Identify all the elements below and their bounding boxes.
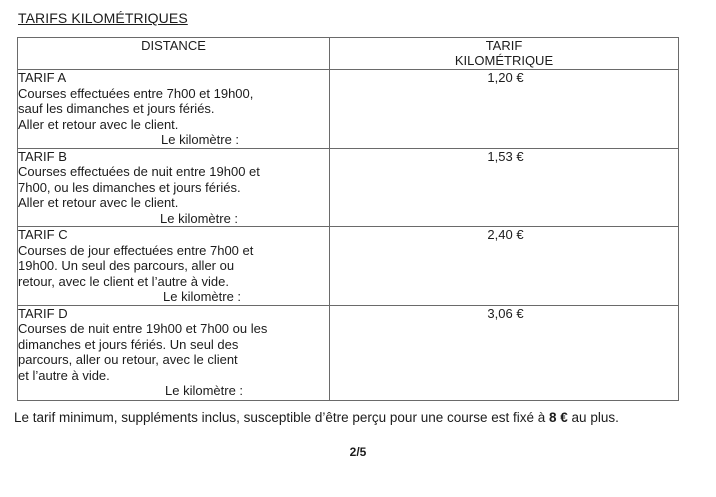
tarif-price: 3,06 €	[487, 305, 524, 321]
table-row	[18, 70, 679, 149]
per-km-label: Le kilomètre :	[161, 132, 240, 147]
tarif-description	[18, 305, 330, 400]
table-row	[18, 148, 679, 227]
tarif-line: Courses de nuit entre 19h00 et 7h00 ou les	[18, 321, 268, 336]
tarif-line: sauf les dimanches et jours fériés.	[18, 101, 215, 116]
tarif-line: retour, avec le client et l’autre à vide.	[18, 273, 230, 289]
tarif-line: 7h00, ou les dimanches et jours fériés.	[18, 179, 241, 195]
tarif-line: Aller et retour avec le client.	[18, 116, 179, 132]
tarif-line: Aller et retour avec le client.	[18, 195, 179, 210]
header-distance: DISTANCE	[18, 38, 330, 70]
tarif-name: TARIF C	[18, 227, 68, 242]
tarif-name: TARIF D	[18, 305, 68, 321]
tarif-line: parcours, aller ou retour, avec le client	[18, 352, 238, 367]
tarif-price-cell	[330, 305, 679, 400]
minimum-fare-amount: 8 €	[549, 410, 568, 425]
tarif-description	[18, 70, 330, 149]
tarif-line: et l’autre à vide.	[18, 367, 110, 383]
per-km-label: Le kilomètre :	[165, 383, 244, 398]
tarif-price: 1,53 €	[487, 148, 524, 164]
table-row	[18, 305, 679, 400]
footnote-text-before: Le tarif minimum, suppléments inclus, susceptible d’être perçu pour une course est fixé à	[14, 410, 550, 425]
tarif-line: Courses de jour effectuées entre 7h00 et	[18, 242, 254, 258]
tarifs-table	[17, 37, 679, 401]
tarif-line: dimanches et jours fériés. Un seul des	[18, 336, 239, 352]
tarif-name: TARIF B	[18, 148, 67, 164]
tarif-line: Courses effectuées de nuit entre 19h00 et	[18, 164, 260, 179]
tarif-line: Courses effectuées entre 7h00 et 19h00,	[18, 85, 254, 101]
table-header-row	[18, 38, 679, 70]
per-km-label: Le kilomètre :	[163, 289, 242, 304]
tarif-name: TARIF A	[18, 70, 67, 85]
section-title: TARIFS KILOMÉTRIQUES	[18, 10, 188, 26]
tarif-description	[18, 148, 330, 227]
table-row	[18, 227, 679, 306]
header-tarif-line2: KILOMÉTRIQUE	[454, 53, 554, 68]
tarif-line: 19h00. Un seul des parcours, aller ou	[18, 258, 235, 273]
tarif-price: 2,40 €	[487, 227, 524, 242]
per-km-label: Le kilomètre :	[160, 210, 239, 226]
footnote-text-after: au plus.	[567, 410, 619, 425]
minimum-fare-note	[14, 410, 619, 425]
tarif-price-cell	[330, 148, 679, 227]
header-tarif-line1: TARIF	[485, 38, 523, 53]
tarif-price: 1,20 €	[487, 70, 524, 85]
tarif-price-cell	[330, 227, 679, 306]
page-number: 2/5	[349, 445, 367, 459]
header-tarif	[330, 38, 679, 70]
tarif-description	[18, 227, 330, 306]
tarif-price-cell	[330, 70, 679, 149]
